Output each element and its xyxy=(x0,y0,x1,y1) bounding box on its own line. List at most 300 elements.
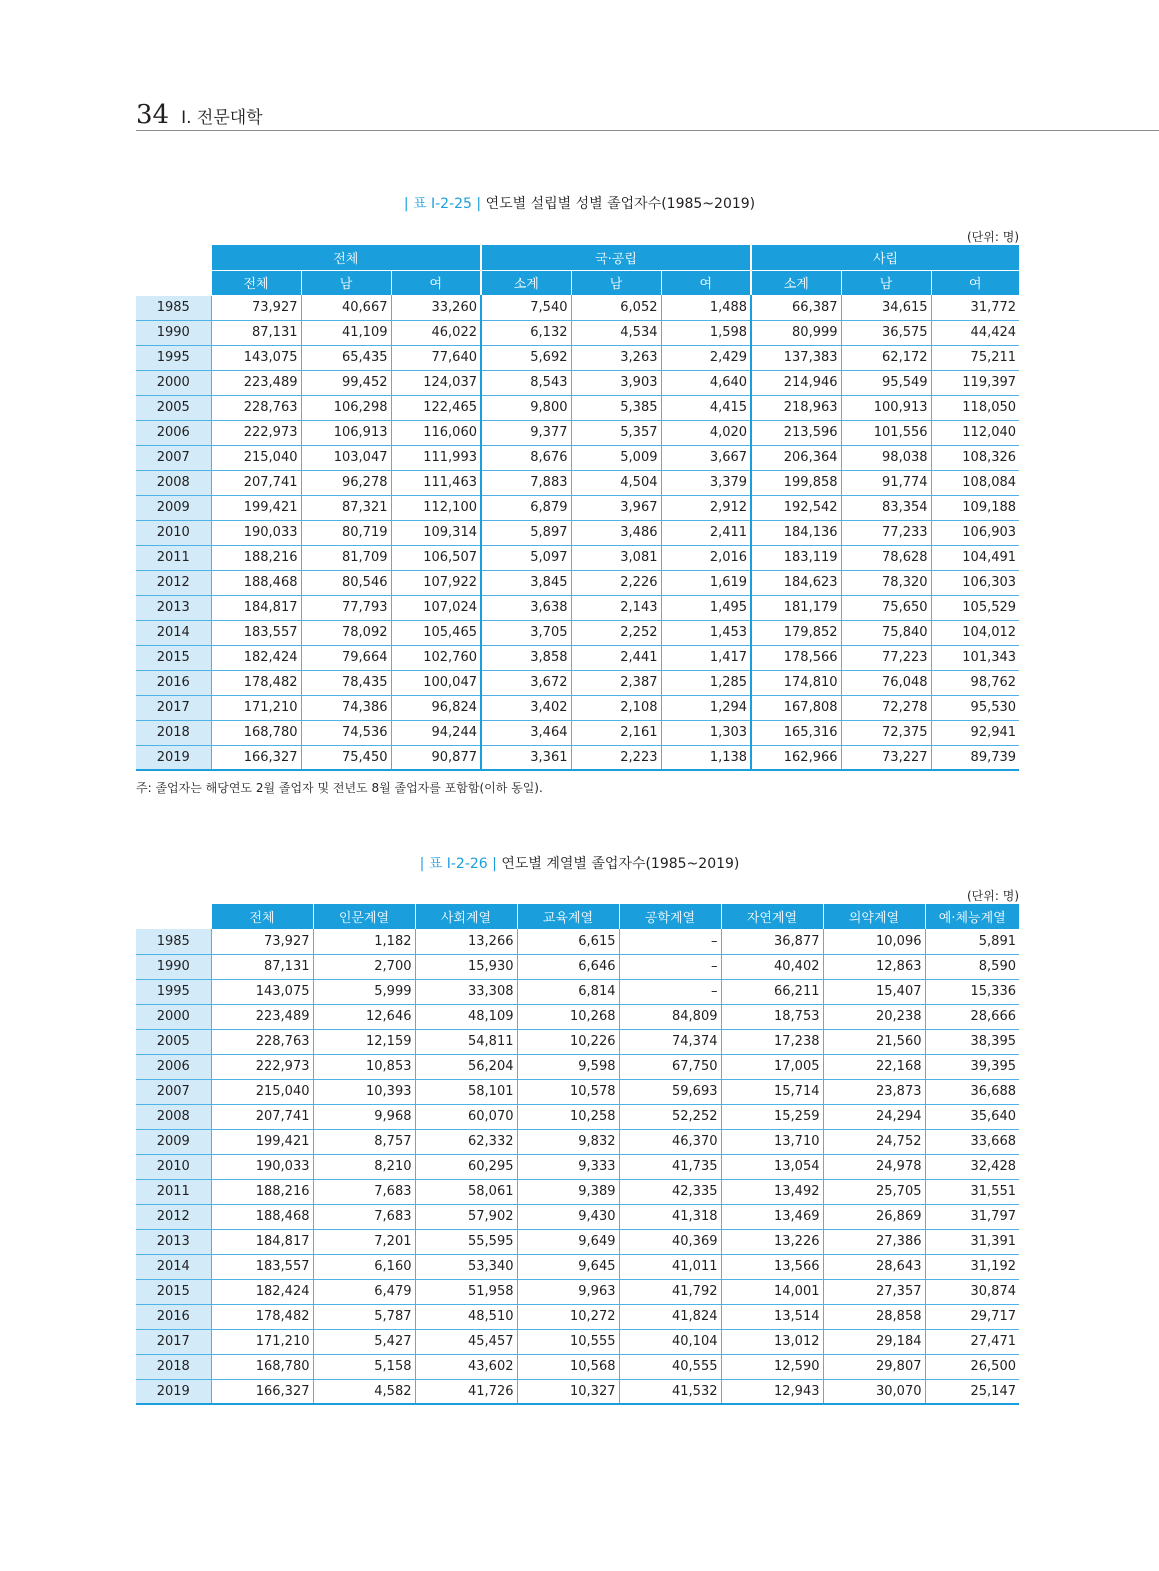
table-cell: 179,852 xyxy=(751,620,841,645)
table-cell: 99,452 xyxy=(301,370,391,395)
table-cell: 183,119 xyxy=(751,545,841,570)
table-cell: 1,453 xyxy=(661,620,751,645)
table-cell: 31,551 xyxy=(925,1179,1019,1204)
table-cell: 80,999 xyxy=(751,320,841,345)
table-cell: 3,667 xyxy=(661,445,751,470)
table-cell: 24,978 xyxy=(823,1154,925,1179)
table-cell: 23,873 xyxy=(823,1079,925,1104)
table1-footnote: 주: 졸업자는 해당연도 2월 졸업자 및 전년도 8월 졸업자를 포함함(이하 동일). xyxy=(136,781,543,795)
table-cell: 1,182 xyxy=(313,929,415,954)
table-cell: 182,424 xyxy=(211,645,301,670)
table-cell: 41,109 xyxy=(301,320,391,345)
table-cell: 81,709 xyxy=(301,545,391,570)
table-cell: 40,667 xyxy=(301,295,391,320)
table-cell: 78,092 xyxy=(301,620,391,645)
table-cell: 174,810 xyxy=(751,670,841,695)
table-cell: 5,158 xyxy=(313,1354,415,1379)
table-cell: 31,797 xyxy=(925,1204,1019,1229)
table-cell: 41,726 xyxy=(415,1379,517,1404)
table-cell: 26,500 xyxy=(925,1354,1019,1379)
table-cell: 58,061 xyxy=(415,1179,517,1204)
table-cell: 6,132 xyxy=(481,320,571,345)
table-cell: 55,595 xyxy=(415,1229,517,1254)
table-cell: 184,817 xyxy=(211,595,301,620)
row-year: 1990 xyxy=(136,954,211,979)
table-cell: 190,033 xyxy=(211,1154,313,1179)
table1-subheader: 여 xyxy=(931,270,1019,295)
table-cell: 75,450 xyxy=(301,745,391,770)
table-cell: 10,268 xyxy=(517,1004,619,1029)
table-cell: 13,054 xyxy=(721,1154,823,1179)
table-cell: 9,832 xyxy=(517,1129,619,1154)
table-cell: 2,108 xyxy=(571,695,661,720)
row-year: 2014 xyxy=(136,1254,211,1279)
table-cell: 13,012 xyxy=(721,1329,823,1354)
table-cell: 29,717 xyxy=(925,1304,1019,1329)
table-cell: 4,504 xyxy=(571,470,661,495)
table2-corner xyxy=(136,904,211,929)
table-cell: 7,883 xyxy=(481,470,571,495)
row-year: 2010 xyxy=(136,520,211,545)
table1-group-total: 전체 xyxy=(211,245,481,270)
table-cell: 62,172 xyxy=(841,345,931,370)
row-year: 2016 xyxy=(136,1304,211,1329)
table-cell: 10,327 xyxy=(517,1379,619,1404)
table-cell: 27,386 xyxy=(823,1229,925,1254)
table-cell: 103,047 xyxy=(301,445,391,470)
table-cell: 62,332 xyxy=(415,1129,517,1154)
table-cell: 77,793 xyxy=(301,595,391,620)
table-cell: 5,999 xyxy=(313,979,415,1004)
table-cell: 118,050 xyxy=(931,395,1019,420)
table-row xyxy=(136,470,1019,495)
table-cell: 3,858 xyxy=(481,645,571,670)
table1-subheader: 전체 xyxy=(211,270,301,295)
table-cell: 206,364 xyxy=(751,445,841,470)
table-cell: 2,143 xyxy=(571,595,661,620)
table-row xyxy=(136,1354,1019,1379)
table-cell: 66,387 xyxy=(751,295,841,320)
table-cell: 1,138 xyxy=(661,745,751,770)
table-row xyxy=(136,929,1019,954)
table-row xyxy=(136,1204,1019,1229)
table-cell: 215,040 xyxy=(211,445,301,470)
table2-unit: (단위: 명) xyxy=(967,889,1019,903)
table1-graduates-by-establishment-gender xyxy=(136,245,1019,771)
table-cell: 111,463 xyxy=(391,470,481,495)
table-cell: 5,357 xyxy=(571,420,661,445)
table2-header: 사회계열 xyxy=(415,904,517,929)
table-cell: 24,752 xyxy=(823,1129,925,1154)
row-year: 2019 xyxy=(136,1379,211,1404)
table-cell: 25,147 xyxy=(925,1379,1019,1404)
table-cell: 84,809 xyxy=(619,1004,721,1029)
table-cell: 100,047 xyxy=(391,670,481,695)
table-cell: 31,192 xyxy=(925,1254,1019,1279)
table1-subheader: 소계 xyxy=(751,270,841,295)
table-row xyxy=(136,1154,1019,1179)
table-cell: 53,340 xyxy=(415,1254,517,1279)
table-cell: 214,946 xyxy=(751,370,841,395)
table-cell: 29,807 xyxy=(823,1354,925,1379)
table-cell: 33,668 xyxy=(925,1129,1019,1154)
table-cell: 108,326 xyxy=(931,445,1019,470)
table-cell: 41,318 xyxy=(619,1204,721,1229)
table1-subheader: 여 xyxy=(391,270,481,295)
table-cell: 78,628 xyxy=(841,545,931,570)
table-cell: 188,216 xyxy=(211,545,301,570)
table-cell: 41,735 xyxy=(619,1154,721,1179)
table-cell: 4,640 xyxy=(661,370,751,395)
table-cell: 207,741 xyxy=(211,1104,313,1129)
table-cell: 36,877 xyxy=(721,929,823,954)
table-cell: 104,491 xyxy=(931,545,1019,570)
table-cell: 56,204 xyxy=(415,1054,517,1079)
row-year: 2006 xyxy=(136,1054,211,1079)
table-cell: 28,666 xyxy=(925,1004,1019,1029)
table-cell: 1,619 xyxy=(661,570,751,595)
table-cell: 8,590 xyxy=(925,954,1019,979)
row-year: 2005 xyxy=(136,1029,211,1054)
table-cell: 58,101 xyxy=(415,1079,517,1104)
table-cell: 2,700 xyxy=(313,954,415,979)
table2-header: 공학계열 xyxy=(619,904,721,929)
table-cell: 13,266 xyxy=(415,929,517,954)
table-cell: 90,877 xyxy=(391,745,481,770)
row-year: 2008 xyxy=(136,470,211,495)
table-cell: 116,060 xyxy=(391,420,481,445)
table-cell: 5,097 xyxy=(481,545,571,570)
table-cell: 2,226 xyxy=(571,570,661,595)
table-cell: 7,683 xyxy=(313,1204,415,1229)
table-cell: 45,457 xyxy=(415,1329,517,1354)
table-cell: 4,020 xyxy=(661,420,751,445)
table-row xyxy=(136,720,1019,745)
table-cell: 3,486 xyxy=(571,520,661,545)
table-cell: – xyxy=(619,954,721,979)
table2-header: 자연계열 xyxy=(721,904,823,929)
table-cell: 21,560 xyxy=(823,1029,925,1054)
table-cell: 143,075 xyxy=(211,979,313,1004)
row-year: 2007 xyxy=(136,1079,211,1104)
table2-header: 인문계열 xyxy=(313,904,415,929)
table-cell: 10,272 xyxy=(517,1304,619,1329)
row-year: 2015 xyxy=(136,645,211,670)
table-cell: 12,646 xyxy=(313,1004,415,1029)
table-cell: 98,038 xyxy=(841,445,931,470)
table-row xyxy=(136,545,1019,570)
table-cell: 46,370 xyxy=(619,1129,721,1154)
table1-caption xyxy=(0,193,1159,213)
table1-subheader: 여 xyxy=(661,270,751,295)
table1-unit: (단위: 명) xyxy=(967,230,1019,244)
table-row xyxy=(136,1029,1019,1054)
table-cell: 24,294 xyxy=(823,1104,925,1129)
table-cell: 10,226 xyxy=(517,1029,619,1054)
table-cell: 8,676 xyxy=(481,445,571,470)
row-year: 2018 xyxy=(136,1354,211,1379)
table-cell: 199,421 xyxy=(211,495,301,520)
table-cell: 94,244 xyxy=(391,720,481,745)
table-cell: 8,210 xyxy=(313,1154,415,1179)
table-cell: 40,555 xyxy=(619,1354,721,1379)
table-row xyxy=(136,495,1019,520)
table-row xyxy=(136,1379,1019,1404)
table-cell: 104,012 xyxy=(931,620,1019,645)
row-year: 2012 xyxy=(136,1204,211,1229)
table-cell: 10,258 xyxy=(517,1104,619,1129)
table-cell: 65,435 xyxy=(301,345,391,370)
table-cell: 6,879 xyxy=(481,495,571,520)
table-row xyxy=(136,1079,1019,1104)
row-year: 2008 xyxy=(136,1104,211,1129)
table-cell: 10,568 xyxy=(517,1354,619,1379)
table-cell: 143,075 xyxy=(211,345,301,370)
table-cell: 75,650 xyxy=(841,595,931,620)
table-cell: 162,966 xyxy=(751,745,841,770)
table-cell: 106,507 xyxy=(391,545,481,570)
table1-subheader: 남 xyxy=(841,270,931,295)
table-cell: 77,223 xyxy=(841,645,931,670)
table-cell: 109,188 xyxy=(931,495,1019,520)
table-cell: 10,393 xyxy=(313,1079,415,1104)
table-cell: 41,792 xyxy=(619,1279,721,1304)
table-cell: 95,549 xyxy=(841,370,931,395)
table-cell: 2,223 xyxy=(571,745,661,770)
table-cell: 222,973 xyxy=(211,1054,313,1079)
table-row xyxy=(136,745,1019,770)
table-cell: 26,869 xyxy=(823,1204,925,1229)
table-cell: 2,411 xyxy=(661,520,751,545)
table-cell: 100,913 xyxy=(841,395,931,420)
table-cell: 76,048 xyxy=(841,670,931,695)
table-cell: 207,741 xyxy=(211,470,301,495)
table-cell: 41,532 xyxy=(619,1379,721,1404)
table1-subheader: 남 xyxy=(571,270,661,295)
table-cell: 43,602 xyxy=(415,1354,517,1379)
table-cell: 27,357 xyxy=(823,1279,925,1304)
table-cell: 48,109 xyxy=(415,1004,517,1029)
table-cell: 6,646 xyxy=(517,954,619,979)
table2-header: 의약계열 xyxy=(823,904,925,929)
table-cell: 60,295 xyxy=(415,1154,517,1179)
table-cell: 3,705 xyxy=(481,620,571,645)
table-cell: 101,556 xyxy=(841,420,931,445)
table-cell: 87,131 xyxy=(211,954,313,979)
table-cell: 4,534 xyxy=(571,320,661,345)
table-row xyxy=(136,1254,1019,1279)
row-year: 2017 xyxy=(136,695,211,720)
table-cell: 59,693 xyxy=(619,1079,721,1104)
table-cell: 2,912 xyxy=(661,495,751,520)
table-cell: 20,238 xyxy=(823,1004,925,1029)
table-cell: 102,760 xyxy=(391,645,481,670)
table-cell: 1,294 xyxy=(661,695,751,720)
table-cell: 13,492 xyxy=(721,1179,823,1204)
table-cell: 182,424 xyxy=(211,1279,313,1304)
table-cell: 3,379 xyxy=(661,470,751,495)
page-number: 34 xyxy=(136,100,170,130)
table-cell: 10,096 xyxy=(823,929,925,954)
table2-header: 교육계열 xyxy=(517,904,619,929)
table-cell: 36,575 xyxy=(841,320,931,345)
table-row xyxy=(136,695,1019,720)
table-cell: 13,710 xyxy=(721,1129,823,1154)
table-cell: 6,479 xyxy=(313,1279,415,1304)
table-cell: 8,757 xyxy=(313,1129,415,1154)
table-cell: 9,430 xyxy=(517,1204,619,1229)
table-cell: 48,510 xyxy=(415,1304,517,1329)
table-cell: 9,649 xyxy=(517,1229,619,1254)
table-row xyxy=(136,1229,1019,1254)
header-divider xyxy=(136,130,1159,131)
table-cell: 168,780 xyxy=(211,1354,313,1379)
table-cell: 178,566 xyxy=(751,645,841,670)
table-cell: 40,369 xyxy=(619,1229,721,1254)
table-cell: 9,800 xyxy=(481,395,571,420)
table-cell: 188,468 xyxy=(211,1204,313,1229)
table-row xyxy=(136,320,1019,345)
table-cell: 1,285 xyxy=(661,670,751,695)
table-cell: 122,465 xyxy=(391,395,481,420)
table-cell: 3,903 xyxy=(571,370,661,395)
table-cell: 74,386 xyxy=(301,695,391,720)
table-row xyxy=(136,1179,1019,1204)
table-cell: 79,664 xyxy=(301,645,391,670)
table-cell: 218,963 xyxy=(751,395,841,420)
table-cell: 1,495 xyxy=(661,595,751,620)
table-cell: 106,298 xyxy=(301,395,391,420)
table-cell: 13,226 xyxy=(721,1229,823,1254)
table-cell: 28,858 xyxy=(823,1304,925,1329)
table-cell: 15,336 xyxy=(925,979,1019,1004)
table-cell: 36,688 xyxy=(925,1079,1019,1104)
table-cell: 74,374 xyxy=(619,1029,721,1054)
table-cell: 91,774 xyxy=(841,470,931,495)
table-cell: 6,615 xyxy=(517,929,619,954)
row-year: 2019 xyxy=(136,745,211,770)
table-row xyxy=(136,645,1019,670)
table-cell: 78,320 xyxy=(841,570,931,595)
row-year: 2018 xyxy=(136,720,211,745)
table1-caption-title: 연도별 설립별 성별 졸업자수(1985~2019) xyxy=(481,196,756,212)
table-cell: 87,131 xyxy=(211,320,301,345)
table-row xyxy=(136,420,1019,445)
table-cell: 184,817 xyxy=(211,1229,313,1254)
table-cell: 15,714 xyxy=(721,1079,823,1104)
table-cell: 40,104 xyxy=(619,1329,721,1354)
table-cell: 167,808 xyxy=(751,695,841,720)
row-year: 1990 xyxy=(136,320,211,345)
table-cell: 67,750 xyxy=(619,1054,721,1079)
table1-group-private: 사립 xyxy=(751,245,1019,270)
table-cell: 40,402 xyxy=(721,954,823,979)
table-row xyxy=(136,1104,1019,1129)
table-row xyxy=(136,570,1019,595)
row-year: 2015 xyxy=(136,1279,211,1304)
table-cell: 10,578 xyxy=(517,1079,619,1104)
table-cell: 8,543 xyxy=(481,370,571,395)
table-cell: 7,540 xyxy=(481,295,571,320)
table-cell: 166,327 xyxy=(211,745,301,770)
table-cell: 228,763 xyxy=(211,395,301,420)
table-cell: 5,787 xyxy=(313,1304,415,1329)
table-cell: 10,853 xyxy=(313,1054,415,1079)
table-cell: 72,375 xyxy=(841,720,931,745)
row-year: 2000 xyxy=(136,370,211,395)
table-cell: 166,327 xyxy=(211,1379,313,1404)
table-cell: 105,465 xyxy=(391,620,481,645)
table-cell: 3,263 xyxy=(571,345,661,370)
table1-subheader: 소계 xyxy=(481,270,571,295)
table-cell: 57,902 xyxy=(415,1204,517,1229)
table-row xyxy=(136,370,1019,395)
table-cell: 184,136 xyxy=(751,520,841,545)
table-cell: 32,428 xyxy=(925,1154,1019,1179)
table2-graduates-by-field xyxy=(136,904,1019,1405)
table-cell: 60,070 xyxy=(415,1104,517,1129)
table1-caption-mark: | 표 Ⅰ-2-25 | xyxy=(403,196,482,212)
table-cell: 6,814 xyxy=(517,979,619,1004)
row-year: 1985 xyxy=(136,929,211,954)
table-cell: 5,385 xyxy=(571,395,661,420)
table-cell: 1,417 xyxy=(661,645,751,670)
table-row xyxy=(136,595,1019,620)
table-cell: 10,555 xyxy=(517,1329,619,1354)
table-cell: 77,233 xyxy=(841,520,931,545)
table2-caption-mark: | 표 Ⅰ-2-26 | xyxy=(419,856,497,872)
table-row xyxy=(136,1304,1019,1329)
table-cell: 92,941 xyxy=(931,720,1019,745)
table2-header: 전체 xyxy=(211,904,313,929)
table-cell: 54,811 xyxy=(415,1029,517,1054)
table-cell: 29,184 xyxy=(823,1329,925,1354)
table-cell: 44,424 xyxy=(931,320,1019,345)
table-row xyxy=(136,1279,1019,1304)
table-cell: 190,033 xyxy=(211,520,301,545)
table-row xyxy=(136,295,1019,320)
table-cell: 15,930 xyxy=(415,954,517,979)
chapter-title: Ⅰ. 전문대학 xyxy=(181,108,263,128)
table-cell: 2,441 xyxy=(571,645,661,670)
table-cell: 25,705 xyxy=(823,1179,925,1204)
table-cell: 42,335 xyxy=(619,1179,721,1204)
table-row xyxy=(136,979,1019,1004)
table-cell: 12,863 xyxy=(823,954,925,979)
table-row xyxy=(136,1329,1019,1354)
table-cell: 183,557 xyxy=(211,1254,313,1279)
table-row xyxy=(136,520,1019,545)
row-year: 2010 xyxy=(136,1154,211,1179)
table-cell: 178,482 xyxy=(211,670,301,695)
table-cell: 5,692 xyxy=(481,345,571,370)
row-year: 1995 xyxy=(136,345,211,370)
table-cell: 95,530 xyxy=(931,695,1019,720)
table-cell: 80,546 xyxy=(301,570,391,595)
table-cell: 27,471 xyxy=(925,1329,1019,1354)
table-cell: 5,009 xyxy=(571,445,661,470)
table-cell: 112,100 xyxy=(391,495,481,520)
row-year: 2000 xyxy=(136,1004,211,1029)
table2-caption-title: 연도별 계열별 졸업자수(1985~2019) xyxy=(496,856,740,872)
table-cell: 106,913 xyxy=(301,420,391,445)
table-cell: 199,421 xyxy=(211,1129,313,1154)
table-cell: 7,683 xyxy=(313,1179,415,1204)
table-cell: 4,582 xyxy=(313,1379,415,1404)
table-cell: 188,468 xyxy=(211,570,301,595)
table-cell: – xyxy=(619,979,721,1004)
table-cell: 171,210 xyxy=(211,695,301,720)
